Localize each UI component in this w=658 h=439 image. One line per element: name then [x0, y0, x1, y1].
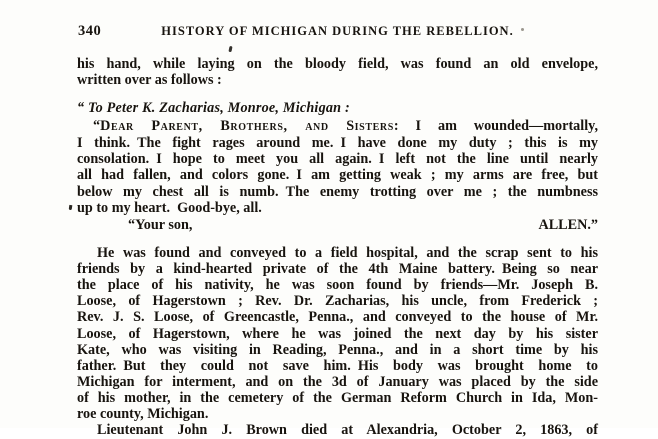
text-line: Loose, of Hagerstown, where he was joined the next day by his sister [77, 325, 598, 342]
letter-salutation: Dear Parent, Brothers, and Sisters [100, 118, 394, 135]
text-line: Kate, who was visiting in Reading, Penna., and in a short time by his [77, 341, 598, 358]
letter-first-line-rest: : I am wounded—mortally, [393, 118, 598, 135]
letter-body-lines [77, 135, 598, 217]
text-line: Lieutenant John J. Brown died at Alexandria, October 2, 1863, of [97, 422, 598, 439]
text-line: Rev. J. S. Loose, of Greencastle, Penna., and conveyed to the house of Mr. [77, 309, 598, 326]
text-line: consolation. I hope to meet you all again. I left not the line until nearly [77, 151, 598, 168]
letter-address-line [77, 100, 598, 116]
text-line: up to my heart. Good-bye, all. [77, 200, 262, 217]
letter-signature-row [77, 217, 598, 233]
text-line: roe county, Michigan. [77, 406, 209, 422]
text-line: I think. The fight rages around me. I have done my duty ; this is my [77, 134, 598, 151]
letter-first-line [77, 118, 598, 134]
text-line: his hand, while laying on the bloody field, was found an old envelope, [77, 56, 598, 72]
text-line: written over as follows : [77, 72, 222, 89]
page-header [77, 24, 598, 40]
signature-your-son: “Your son, [128, 216, 193, 233]
scan-artifact [69, 205, 73, 210]
letter-body [77, 118, 598, 216]
paragraph-intro [77, 56, 598, 89]
paragraph-3 [77, 422, 598, 438]
letter-address: “ To Peter K. Zacharias, Monroe, Michigan : [77, 99, 350, 116]
text-line: Loose, of Hagerstown ; Rev. Dr. Zacharias, his uncle, from Frederick ; [77, 293, 598, 310]
running-title: HISTORY OF MICHIGAN DURING THE REBELLION. [161, 24, 514, 38]
text-line: below my chest all is numb. The enemy trotting over me ; the numbness [77, 183, 598, 200]
text-line: the place of his nativity, he was soon found by friends—Mr. Joseph B. [77, 277, 598, 294]
page-number: 340 [78, 23, 102, 39]
signature-name: ALLEN.” [538, 216, 598, 233]
text-column [77, 0, 598, 439]
text-line: Michigan for interment, and on the 3d of January was placed by the side [77, 373, 598, 390]
scan-artifact [521, 28, 524, 31]
text-line: father. But they could not save him. His body was brought home to [77, 357, 598, 374]
paragraph-2 [77, 245, 598, 422]
text-line: all had fallen, and colors gone. I am getting weak ; my arms are free, but [77, 167, 598, 184]
text-line: friends by a kind-hearted private of the 4th Maine battery. Being so near [77, 261, 598, 278]
open-quote: “ [93, 118, 101, 135]
text-line: He was found and conveyed to a field hospital, and the scrap sent to his [97, 245, 598, 262]
text-line: of his mother, in the cemetery of the German Reform Church in Ida, Mon- [77, 389, 598, 406]
